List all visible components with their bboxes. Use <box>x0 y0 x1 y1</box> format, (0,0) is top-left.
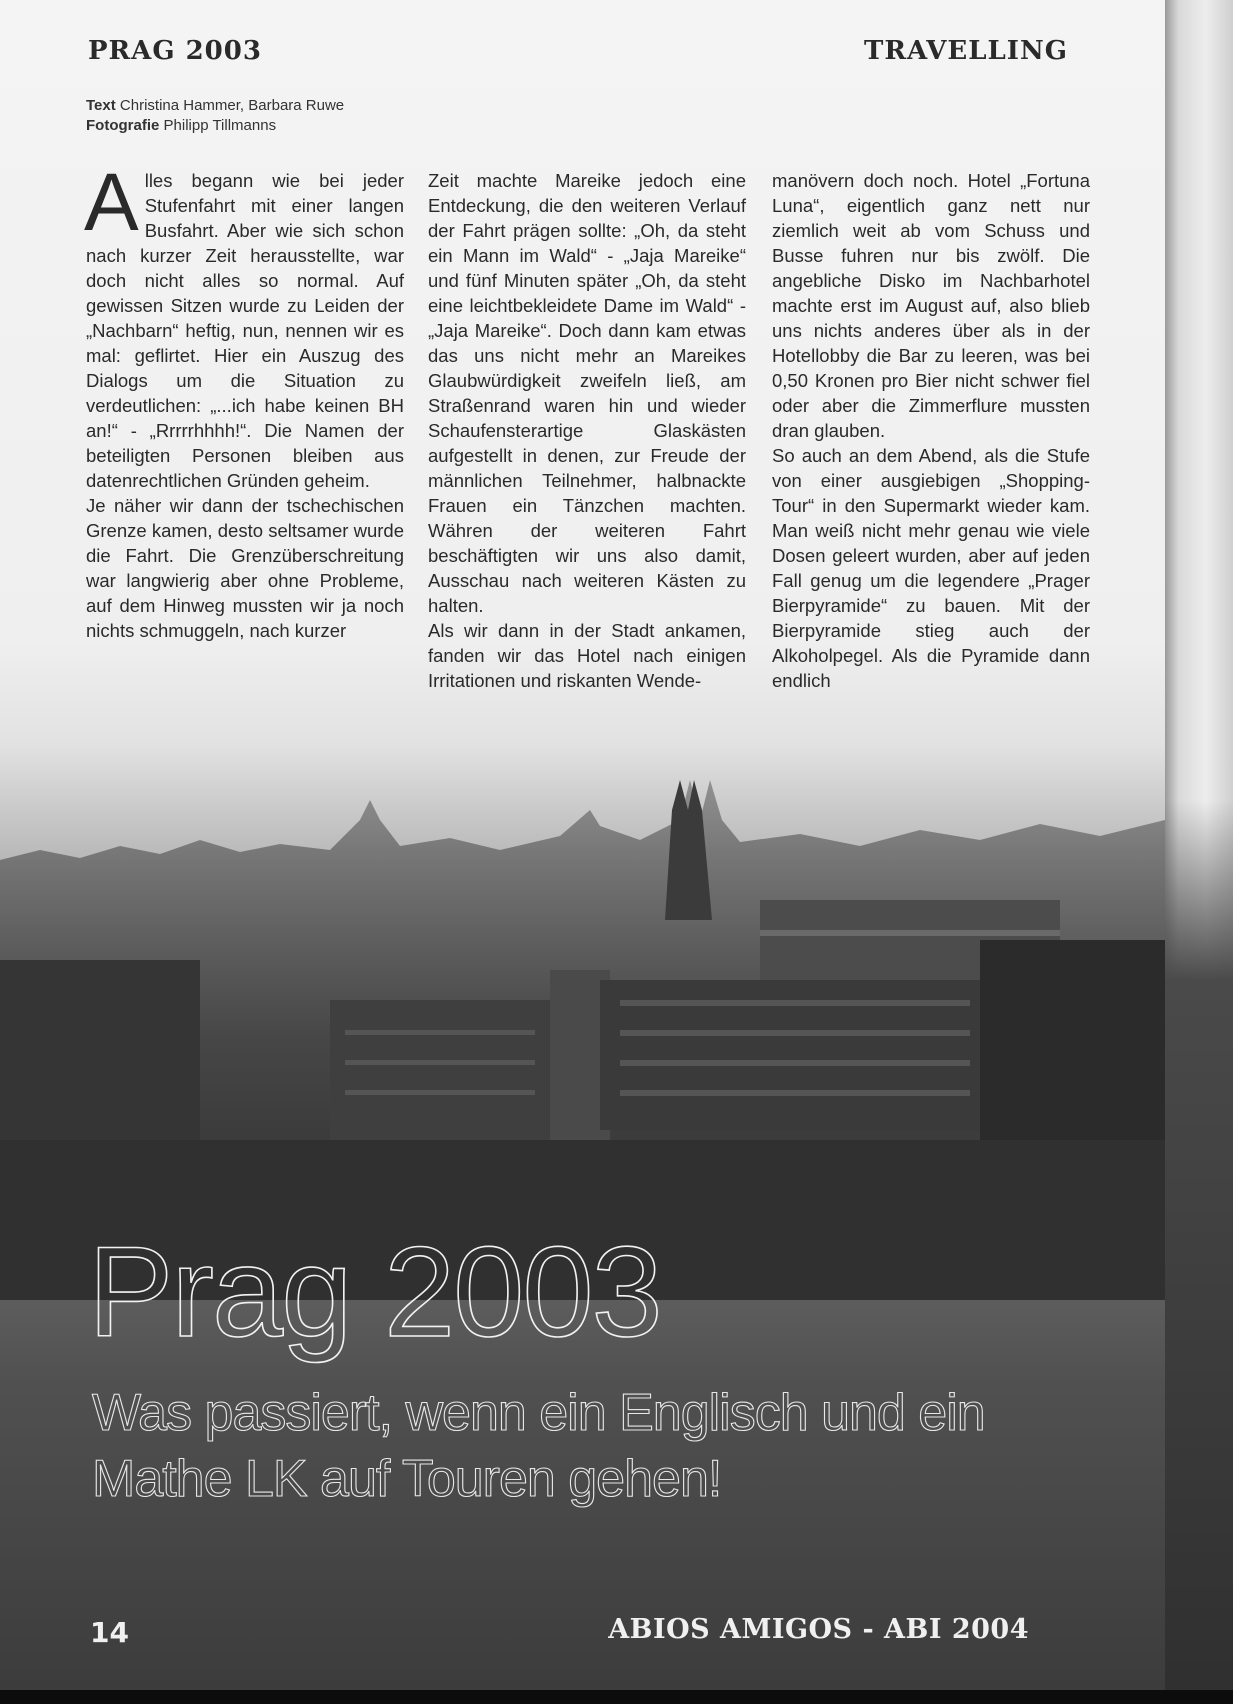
article-credits <box>86 96 344 136</box>
article-column-3 <box>772 168 1090 693</box>
page-number: 14 <box>90 1616 129 1649</box>
paragraph <box>84 157 404 493</box>
text-credit <box>86 96 344 116</box>
paragraph: So auch an dem Abend, als die Stufe von einer ausgiebigen „Shopping-Tour“ in den Supermarkt wieder kam. Man weiß nicht mehr genau wie viele Dosen geleert wurden, aber auf jeden Fall genug um die legendere „Prager Bierpyramide“ zu bauen. Mit der Bierpyramide stieg auch der Alkoholpegel. Als die Pyramide dann endlich <box>772 445 1090 691</box>
text-credit-authors: Christina Hammer, Barbara Ruwe <box>119 97 345 114</box>
paragraph-text: lles begann wie bei jeder Stufenfahrt mit einer langen Busfahrt. Aber wie sich schon nach kurzer Zeit herausstellte, war doch nicht alles so normal. Auf gewissen Sitzen wurde zu Leiden der „Nachbarn“ heftig, nun, nennen wir es mal: geflirtet. Hier ein Auszug des Dialogs um die Situation zu verdeutlichen: „...ich habe keinen BH an!“ - „Rrrrrhhhh!“. Die Namen der beteiligten Personen bleiben aus datenrechtlichen Gründen geheim. <box>86 170 404 491</box>
book-spine-shadow-lower <box>1165 800 1233 1704</box>
running-head-left: PRAG 2003 <box>88 36 262 66</box>
publication-footer: ABIOS AMIGOS - ABI 2004 <box>608 1614 1029 1645</box>
page-bottom-edge <box>0 1690 1233 1704</box>
paragraph: Als wir dann in der Stadt ankamen, fanden wir das Hotel nach einigen Irritationen und riskanten Wende- <box>428 620 746 691</box>
photo-credit-label: Fotografie <box>86 117 160 134</box>
text-credit-label: Text <box>86 97 116 114</box>
paragraph: manövern doch noch. Hotel „Fortuna Luna“, eigentlich ganz nett nur ziemlich weit ab vom Schuss und Busse fuhren nur bis zwölf. Die angebliche Disko im Nachbarhotel machte erst im August auf, also blieb uns nichts anderes über als in der Hotellobby die Bar zu leeren, was bei 0,50 Kronen pro Bier nicht schwer fiel oder aber die Zimmerflure mussten dran glauben. <box>772 170 1090 441</box>
feature-subtitle: Was passiert, wenn ein Englisch und ein Mathe LK auf Touren gehen! <box>92 1384 985 1508</box>
feature-title: Prag 2003 <box>88 1221 661 1364</box>
article-column-1 <box>84 157 404 643</box>
running-head-right: TRAVELLING <box>864 36 1068 66</box>
drop-cap: A <box>84 157 139 248</box>
paragraph: Je näher wir dann der tschechischen Grenze kamen, desto seltsamer wurde die Fahrt. Die Grenzüberschreitung war langwierig aber ohne Probleme, auf dem Hinweg mussten wir ja noch nichts schmuggeln, nach kurzer <box>86 495 404 641</box>
article-column-2 <box>428 168 746 693</box>
paragraph: Zeit machte Mareike jedoch eine Entdeckung, die den weiteren Verlauf der Fahrt prägen sollte: „Oh, da steht ein Mann im Wald“ - „Jaja Mareike“ und fünf Minuten später „Oh, da steht eine leichtbekleidete Dame im Wald“ - „Jaja Mareike“. Doch dann kam etwas das uns nicht mehr an Mareikes Glaubwürdigkeit zweifeln ließ, am Straßenrand waren hin und wieder Schaufensterartige Glaskästen aufgestellt in denen, zur Freude der männlichen Teilnehmer, halbnackte Frauen ein Tänzchen machten. Währen der weiteren Fahrt beschäftigten wir uns also damit, Ausschau nach weiteren Kästen zu halten. <box>428 170 746 616</box>
photo-credit <box>86 116 344 136</box>
photo-credit-photographer: Philipp Tillmanns <box>163 117 277 134</box>
